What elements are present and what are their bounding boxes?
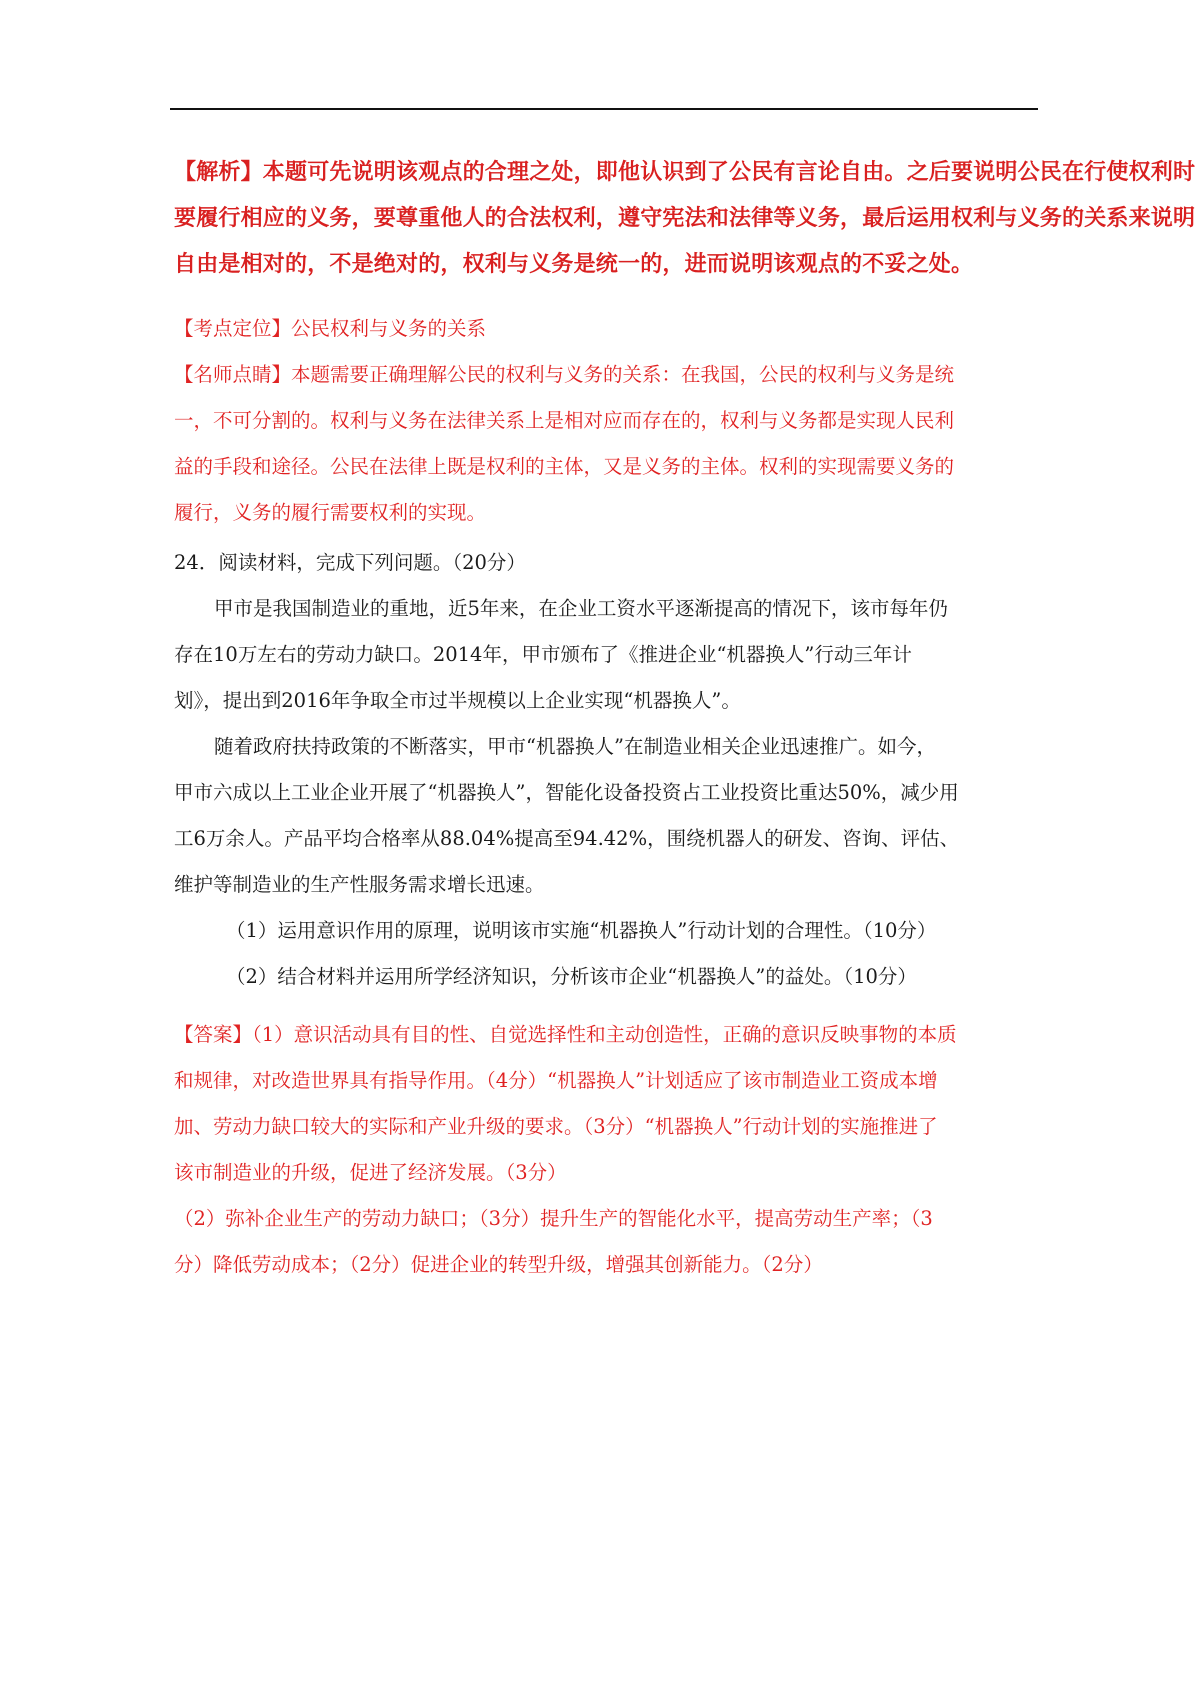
analysis-section xyxy=(174,150,1196,288)
answer-line: 【答案】（1）意识活动具有目的性、自觉选择性和主动创造性，正确的意识反映事物的本质 xyxy=(174,1023,957,1046)
sub-question-2: （2）结合材料并运用所学经济知识，分析该市企业“机器换人”的益处。（10分） xyxy=(226,965,917,988)
material-paragraph-1-line: 甲市是我国制造业的重地，近5年来，在企业工资水平逐渐提高的情况下，该市每年仍 xyxy=(214,597,948,620)
question-24-section xyxy=(174,540,1036,1000)
answer-line: （2）弥补企业生产的劳动力缺口；（3分）提升生产的智能化水平，提高劳动生产率；（3 xyxy=(174,1207,933,1230)
teacher-comment-line: 【名师点睛】本题需要正确理解公民的权利与义务的关系：在我国，公民的权利与义务是统 xyxy=(174,363,955,386)
material-paragraph-2-line: 维护等制造业的生产性服务需求增长迅速。 xyxy=(174,873,545,896)
material-paragraph-2-line: 随着政府扶持政策的不断落实，甲市“机器换人”在制造业相关企业迅速推广。如今， xyxy=(214,735,936,758)
exam-point-text: 【考点定位】公民权利与义务的关系 xyxy=(174,317,487,340)
exam-point-section xyxy=(174,306,1036,352)
answer-line: 分）降低劳动成本；（2分）促进企业的转型升级，增强其创新能力。（2分） xyxy=(174,1253,823,1276)
teacher-comment-section xyxy=(174,352,1036,536)
answer-line: 加、劳动力缺口较大的实际和产业升级的要求。（3分）“机器换人”行动计划的实施推进了 xyxy=(174,1115,938,1138)
header-rule xyxy=(170,108,1038,110)
analysis-line: 要履行相应的义务，要尊重他人的合法权利，遵守宪法和法律等义务，最后运用权利与义务的关系来说明 xyxy=(174,206,1196,231)
answer-section xyxy=(174,1012,1036,1288)
answer-line: 该市制造业的升级，促进了经济发展。（3分） xyxy=(174,1161,567,1184)
material-paragraph-1-line: 划》，提出到2016年争取全市过半规模以上企业实现“机器换人”。 xyxy=(174,689,741,712)
analysis-line: 自由是相对的，不是绝对的，权利与义务是统一的，进而说明该观点的不妥之处。 xyxy=(174,252,974,277)
material-paragraph-1-line: 存在10万左右的劳动力缺口。2014年，甲市颁布了《推进企业“机器换人”行动三年计 xyxy=(174,643,912,666)
teacher-comment-line: 履行，义务的履行需要权利的实现。 xyxy=(174,501,487,524)
material-paragraph-2-line: 工6万余人。产品平均合格率从88.04%提高至94.42%，围绕机器人的研发、咨询、评估、 xyxy=(174,827,960,850)
sub-question-1: （1）运用意识作用的原理，说明该市实施“机器换人”行动计划的合理性。（10分） xyxy=(226,919,937,942)
question-heading: 24．阅读材料，完成下列问题。（20分） xyxy=(174,551,526,574)
teacher-comment-line: 益的手段和途径。公民在法律上既是权利的主体，又是义务的主体。权利的实现需要义务的 xyxy=(174,455,955,478)
answer-line: 和规律，对改造世界具有指导作用。（4分）“机器换人”计划适应了该市制造业工资成本增 xyxy=(174,1069,938,1092)
teacher-comment-line: 一，不可分割的。权利与义务在法律关系上是相对应而存在的，权利与义务都是实现人民利 xyxy=(174,409,955,432)
analysis-line: 【解析】本题可先说明该观点的合理之处，即他认识到了公民有言论自由。之后要说明公民在行使权利时 xyxy=(174,160,1196,185)
material-paragraph-2-line: 甲市六成以上工业企业开展了“机器换人”，智能化设备投资占工业投资比重达50%，减少用 xyxy=(174,781,959,804)
